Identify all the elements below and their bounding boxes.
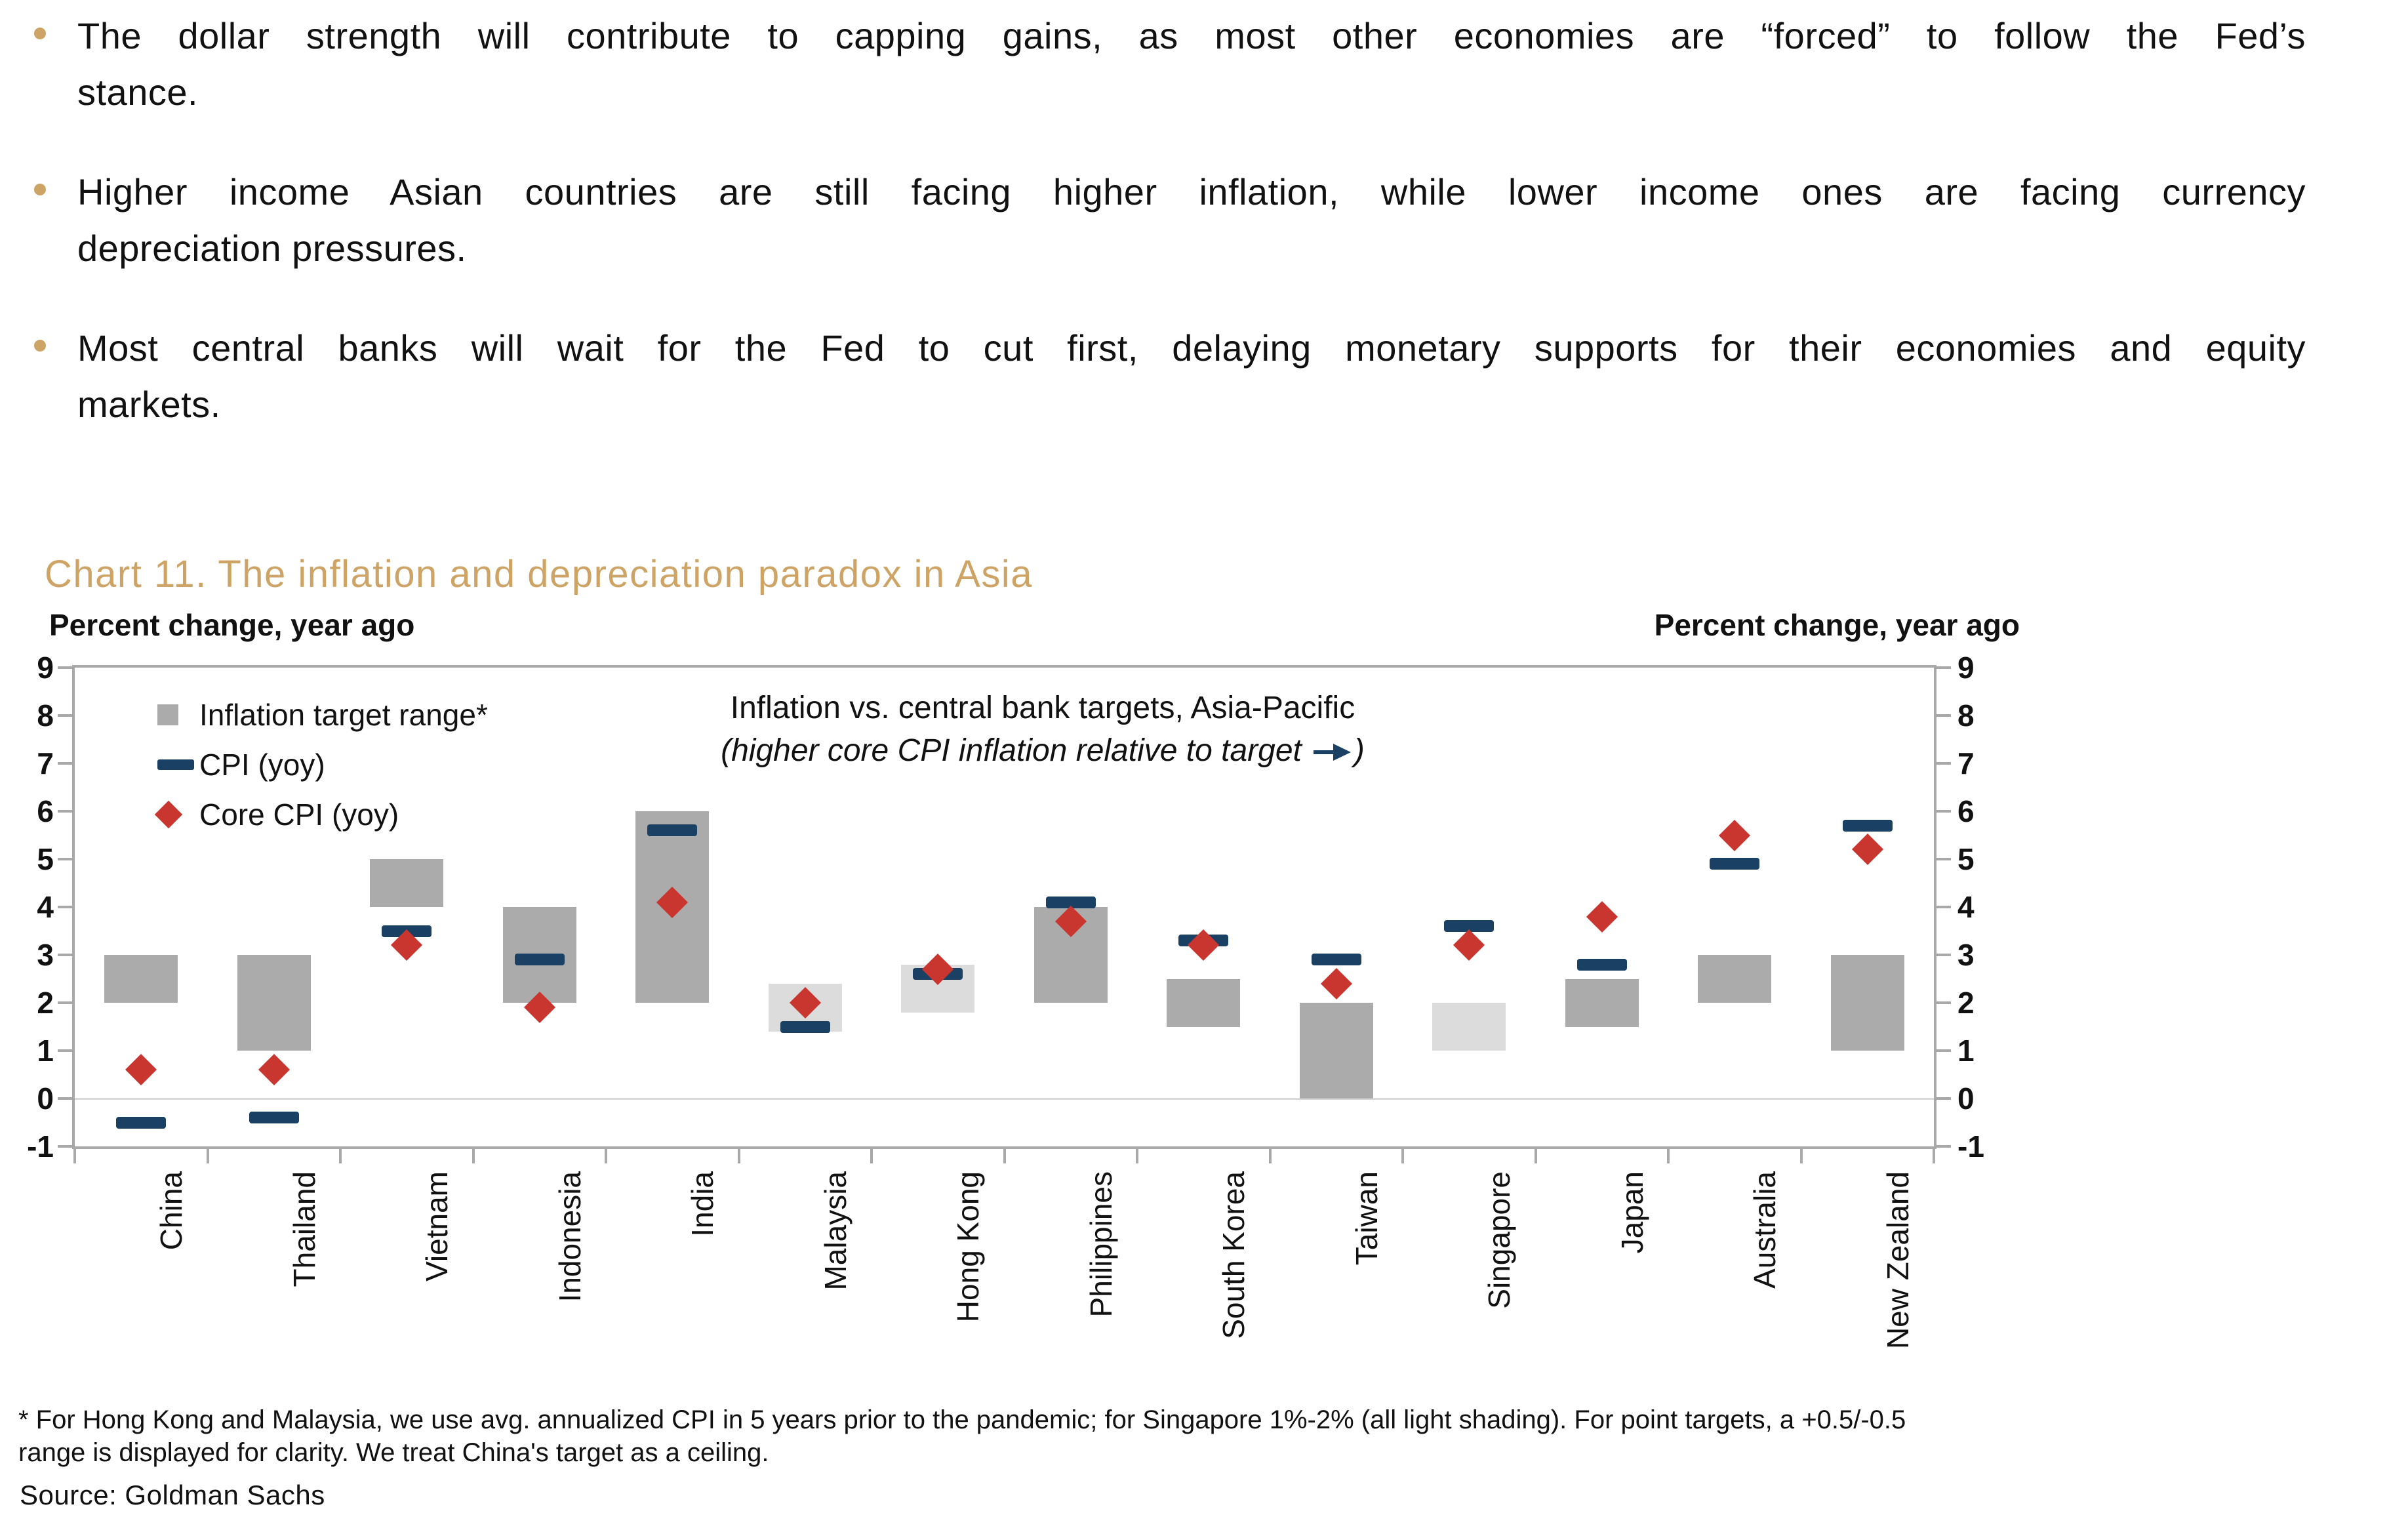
y-axis-tick xyxy=(58,1049,72,1052)
bullet-item xyxy=(34,8,2310,121)
x-axis-tick xyxy=(1800,1149,1803,1163)
x-axis-tick xyxy=(738,1149,740,1163)
country-label: Malaysia xyxy=(818,1171,853,1291)
cpi-legend-icon xyxy=(157,759,194,770)
legend-label: Core CPI (yoy) xyxy=(199,797,399,832)
y-tick-label: 5 xyxy=(37,842,54,876)
bullet-dot-icon xyxy=(34,184,46,195)
bullet-dot-icon xyxy=(34,340,46,352)
y-tick-label: 0 xyxy=(1957,1081,1975,1116)
plot-area xyxy=(72,665,1936,1149)
target-range-bar xyxy=(370,859,443,907)
y-axis-tick xyxy=(58,954,72,956)
y-axis-tick xyxy=(58,762,72,765)
cpi-dash-marker xyxy=(1312,954,1361,965)
bullet-line: depreciation pressures. xyxy=(77,228,467,269)
y-axis-tick xyxy=(1936,1145,1951,1148)
y-axis-tick xyxy=(58,810,72,813)
country-label: Philippines xyxy=(1083,1171,1118,1318)
cpi-dash-marker xyxy=(515,954,565,965)
y-axis-tick xyxy=(58,1001,72,1004)
y-tick-label: 2 xyxy=(37,986,54,1020)
x-axis-tick xyxy=(1535,1149,1537,1163)
bullet-line: Most central banks will wait for the Fed to cut first, delaying monetary supports for their economies and equity xyxy=(77,327,2306,369)
y-axis-tick xyxy=(1936,1097,1951,1100)
core-cpi-diamond-marker xyxy=(125,1054,157,1085)
y-axis-tick xyxy=(1936,762,1951,765)
y-tick-label: 4 xyxy=(1957,890,1975,924)
x-axis-tick xyxy=(1667,1149,1670,1163)
core-cpi-diamond-marker xyxy=(1852,834,1883,865)
country-label: Singapore xyxy=(1482,1171,1517,1309)
country-label: Japan xyxy=(1615,1171,1649,1254)
target-range-bar xyxy=(1565,979,1639,1027)
target-range-bar xyxy=(1831,955,1904,1051)
legend-item-cpi xyxy=(157,746,488,783)
y-axis-tick xyxy=(1936,714,1951,717)
cpi-dash-marker xyxy=(1710,858,1759,870)
y-axis-tick xyxy=(58,906,72,908)
core-cpi-diamond-marker xyxy=(1719,819,1750,851)
chart-source: Source: Goldman Sachs xyxy=(20,1480,325,1510)
x-axis-tick xyxy=(870,1149,873,1163)
cpi-dash-marker xyxy=(780,1021,830,1033)
y-axis-tick xyxy=(1936,666,1951,669)
cpi-dash-marker xyxy=(249,1112,299,1123)
y-tick-label: 8 xyxy=(1957,698,1975,733)
core-cpi-diamond-marker xyxy=(1453,929,1485,961)
x-axis-tick xyxy=(472,1149,475,1163)
y-axis-tick xyxy=(58,666,72,669)
country-label: Thailand xyxy=(287,1171,321,1287)
y-tick-label: 0 xyxy=(37,1081,54,1116)
y-tick-label: 4 xyxy=(37,890,54,924)
bullet-text xyxy=(77,8,2306,121)
x-axis-tick xyxy=(207,1149,209,1163)
country-label: Indonesia xyxy=(552,1171,587,1302)
y-tick-label: 7 xyxy=(37,746,54,780)
chart-subtitle-line2: (higher core CPI inflation relative to target ) xyxy=(721,733,1365,768)
bullet-text xyxy=(77,320,2306,433)
y-axis-title-right: Percent change, year ago xyxy=(1654,608,2020,642)
chart-legend xyxy=(157,696,488,846)
y-tick-label: 5 xyxy=(1957,842,1975,876)
target-range-bar xyxy=(237,955,311,1051)
x-axis-tick xyxy=(1136,1149,1138,1163)
chart-footnote: * For Hong Kong and Malaysia, we use avg. annualized CPI in 5 years prior to the pandemic; for Singapore 1%-2% (all light shading). For point targets, a +0.5/-0.5 range is displayed for clarity. We treat China's target as a ceiling. xyxy=(18,1405,1906,1467)
y-axis-title-left: Percent change, year ago xyxy=(49,608,415,642)
chart-title: Chart 11. The inflation and depreciation paradox in Asia xyxy=(45,553,1033,595)
y-axis-tick xyxy=(1936,954,1951,956)
y-axis-tick xyxy=(58,1145,72,1148)
x-axis-tick xyxy=(73,1149,76,1163)
country-label: South Korea xyxy=(1216,1171,1251,1339)
bullet-line: The dollar strength will contribute to capping gains, as most other economies are “forced” to follow the Fed’s xyxy=(77,15,2306,56)
bullet-item xyxy=(34,320,2310,433)
target-range-bar xyxy=(1167,979,1240,1027)
x-axis-tick xyxy=(1269,1149,1272,1163)
chart-subtitle xyxy=(662,690,1423,769)
x-axis-tick xyxy=(605,1149,607,1163)
y-tick-label: 2 xyxy=(1957,986,1975,1020)
y-axis-tick xyxy=(58,714,72,717)
y-axis-tick xyxy=(1936,810,1951,813)
cpi-dash-marker xyxy=(1577,959,1627,971)
cpi-dash-marker xyxy=(1843,820,1893,832)
bullet-line: stance. xyxy=(77,71,199,113)
country-label: Australia xyxy=(1748,1171,1782,1289)
bullet-dot-icon xyxy=(34,28,46,39)
y-axis-tick xyxy=(58,1097,72,1100)
y-tick-label: 8 xyxy=(37,698,54,733)
bullet-list xyxy=(34,8,2310,476)
y-axis-tick xyxy=(1936,906,1951,908)
legend-label: CPI (yoy) xyxy=(199,748,325,782)
cpi-dash-marker xyxy=(116,1117,166,1129)
x-axis-tick xyxy=(1401,1149,1404,1163)
country-label: China xyxy=(154,1171,189,1251)
country-label: New Zealand xyxy=(1880,1171,1915,1350)
chart-subtitle-line1: Inflation vs. central bank targets, Asia-Pacific xyxy=(730,691,1355,725)
y-tick-label: 1 xyxy=(37,1034,54,1068)
bullet-item xyxy=(34,164,2310,277)
core-cpi-diamond-marker xyxy=(1321,968,1352,999)
y-tick-label: 3 xyxy=(37,938,54,972)
country-label: Taiwan xyxy=(1349,1171,1384,1266)
country-label: Hong Kong xyxy=(951,1171,986,1323)
y-tick-label: -1 xyxy=(27,1129,54,1163)
y-axis-tick xyxy=(1936,1001,1951,1004)
target-range-bar xyxy=(1432,1003,1506,1051)
y-axis-tick xyxy=(58,858,72,860)
legend-label: Inflation target range* xyxy=(199,698,488,732)
country-label: Vietnam xyxy=(420,1171,454,1281)
y-tick-label: 6 xyxy=(37,794,54,828)
legend-item-target-range xyxy=(157,696,488,733)
y-tick-label: -1 xyxy=(1957,1129,1984,1163)
y-tick-label: 9 xyxy=(37,651,54,685)
country-label: India xyxy=(685,1171,720,1237)
x-axis-tick xyxy=(1003,1149,1006,1163)
y-tick-label: 6 xyxy=(1957,794,1975,828)
bullet-line: markets. xyxy=(77,384,221,425)
x-axis-tick xyxy=(339,1149,342,1163)
bullet-text xyxy=(77,164,2306,277)
target-range-bar xyxy=(1698,955,1771,1003)
core-cpi-diamond-marker xyxy=(1586,901,1618,933)
y-tick-label: 7 xyxy=(1957,746,1975,780)
legend-item-core-cpi xyxy=(157,796,488,833)
core-cpi-legend-icon xyxy=(155,801,182,828)
target-range-bar xyxy=(1300,1003,1373,1099)
y-tick-label: 9 xyxy=(1957,651,1975,685)
bullet-line: Higher income Asian countries are still facing higher inflation, while lower income ones are facing currency xyxy=(77,171,2306,212)
cpi-dash-marker xyxy=(647,824,697,836)
y-axis-tick xyxy=(1936,858,1951,860)
right-arrow-icon xyxy=(1314,733,1352,769)
target-range-legend-icon xyxy=(157,704,178,725)
zero-gridline xyxy=(75,1098,1934,1100)
y-axis-tick xyxy=(1936,1049,1951,1052)
target-range-bar xyxy=(104,955,178,1003)
core-cpi-diamond-marker xyxy=(258,1054,290,1085)
y-tick-label: 1 xyxy=(1957,1034,1975,1068)
x-axis-tick xyxy=(1933,1149,1935,1163)
y-tick-label: 3 xyxy=(1957,938,1975,972)
